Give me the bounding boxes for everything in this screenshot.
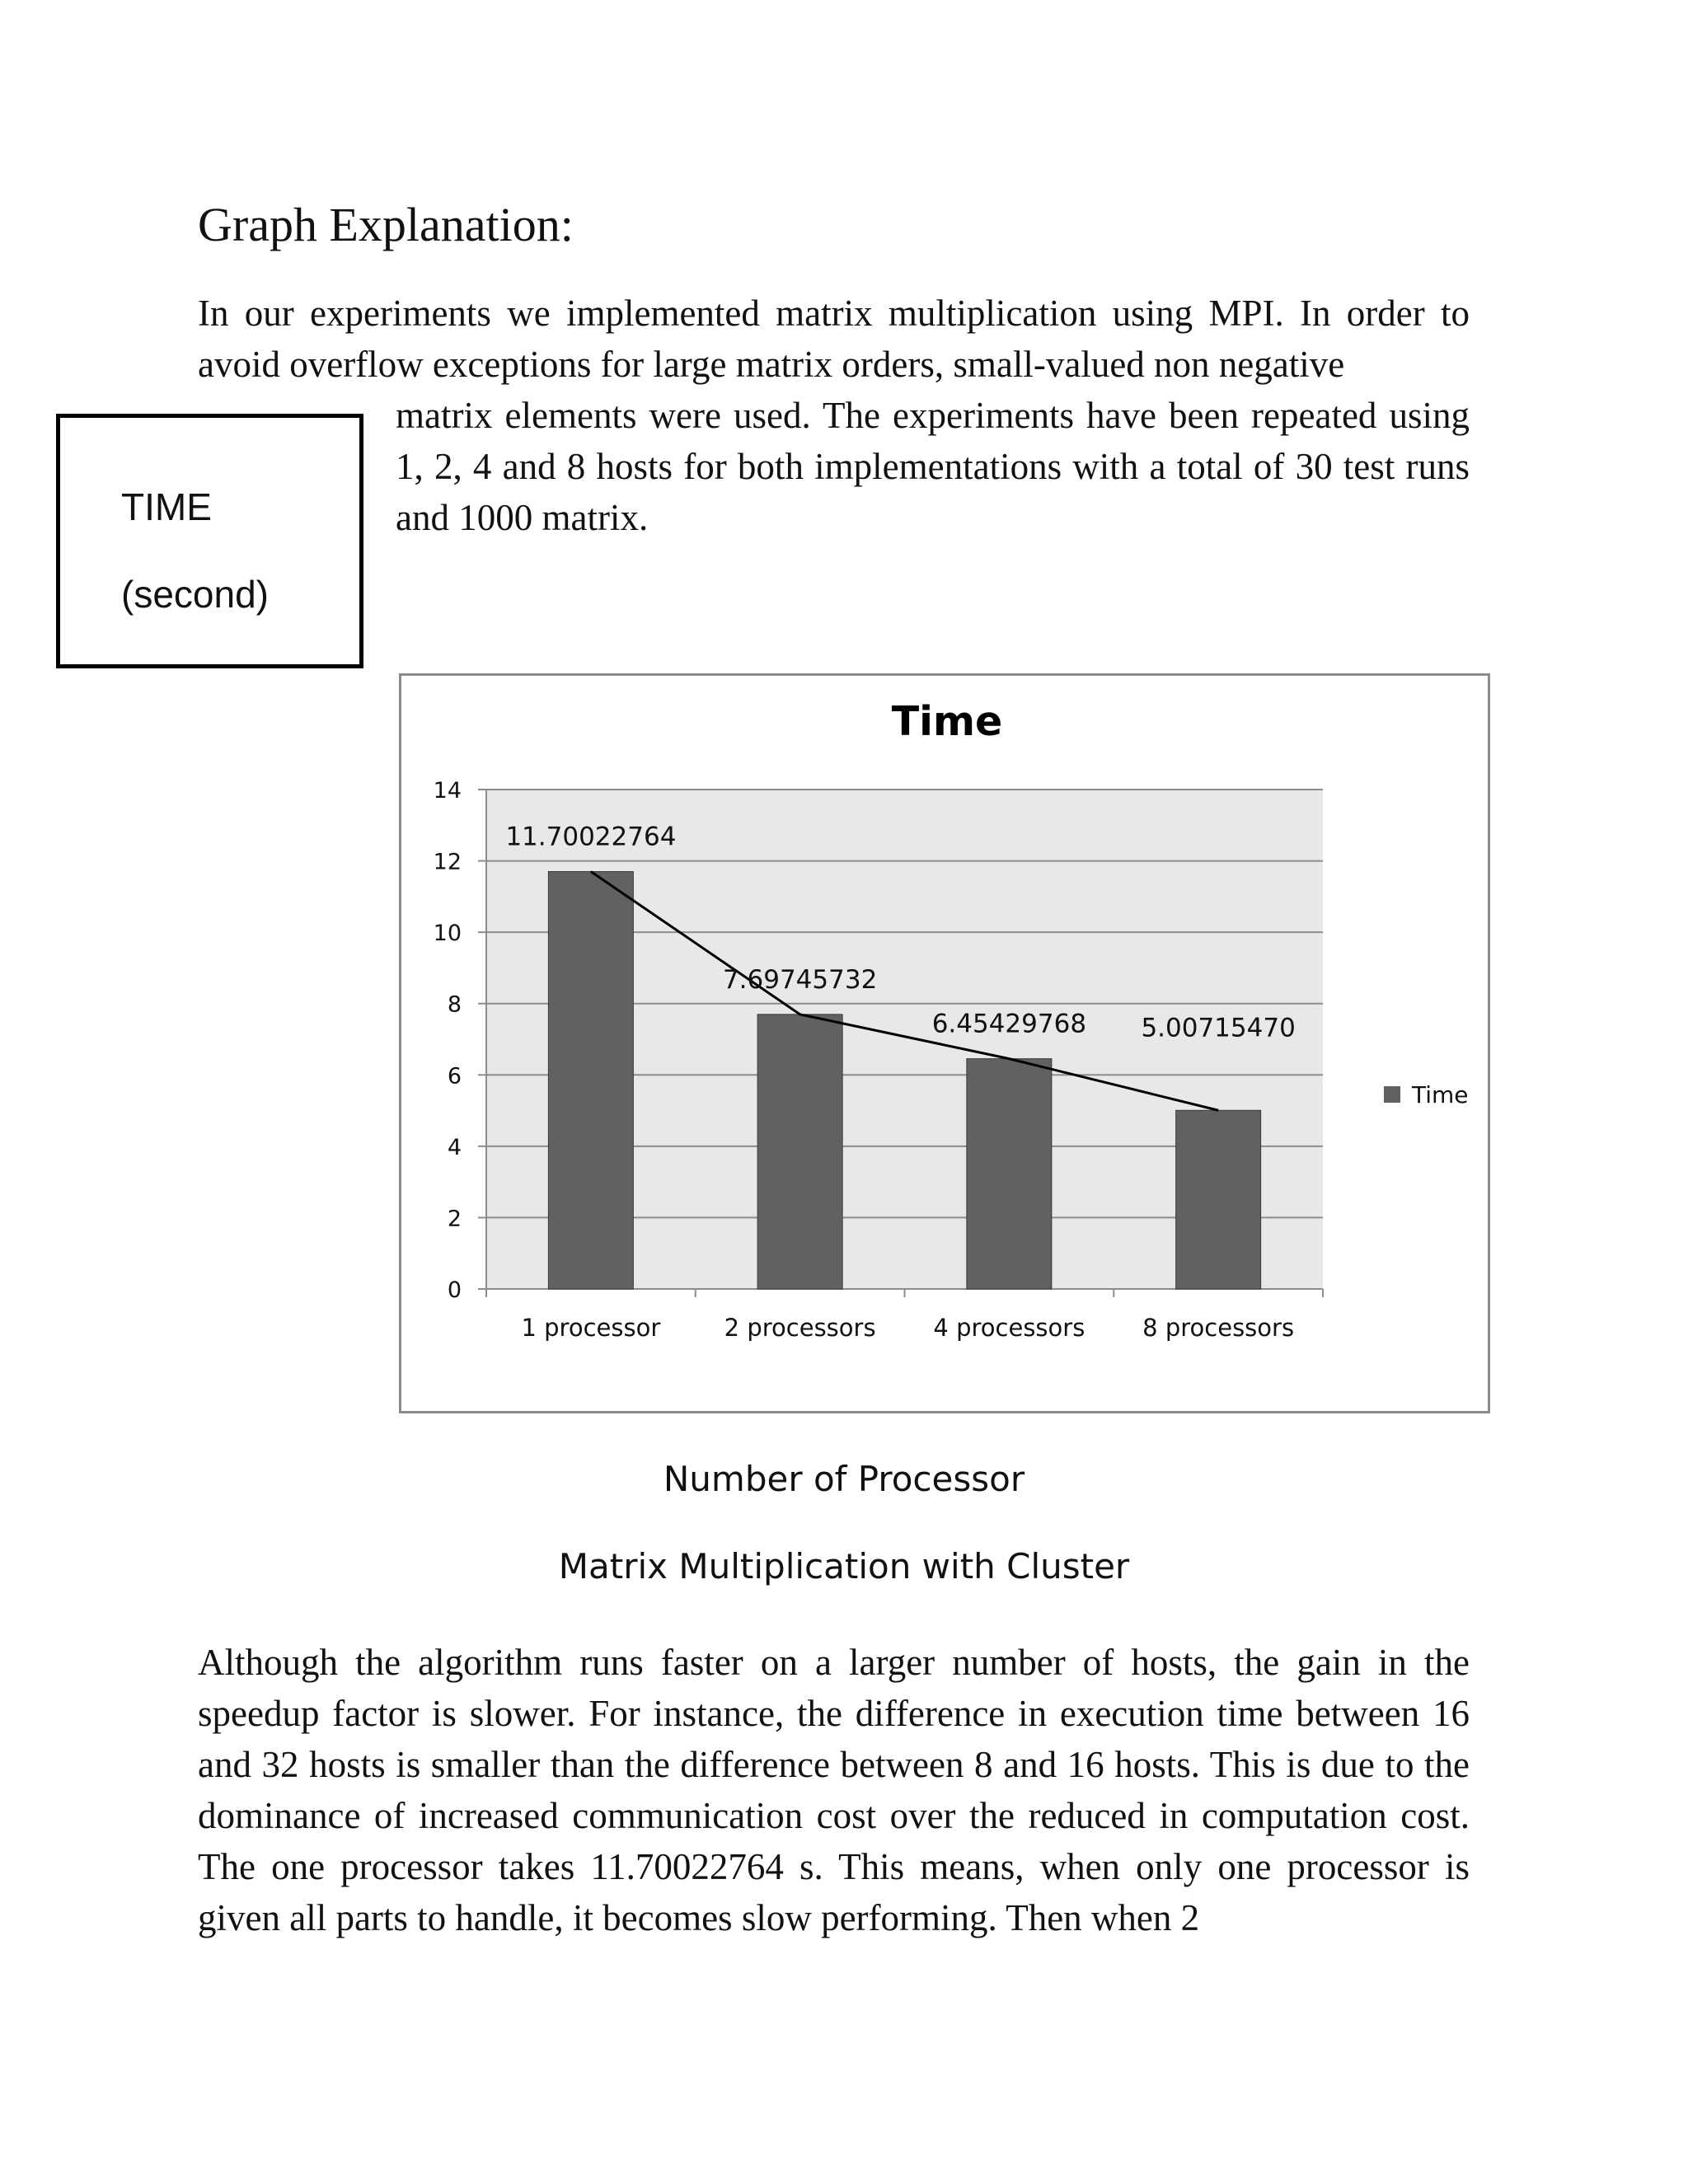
y-axis-label-box — [56, 414, 363, 668]
y-tick-label: 6 — [447, 1063, 462, 1090]
intro-paragraph-part2: matrix elements were used. The experiments have been repeated using 1, 2, 4 and 8 hosts for both implementations with a total of 30 test runs and 1000 matrix. — [396, 395, 1470, 538]
y-tick-label: 2 — [447, 1206, 462, 1232]
figure-caption: Matrix Multiplication with Cluster — [558, 1546, 1130, 1586]
data-label: 7.69745732 — [722, 964, 878, 995]
bar — [548, 872, 633, 1289]
x-tick-label: 2 processors — [724, 1314, 876, 1342]
x-tick-label: 4 processors — [933, 1314, 1085, 1342]
chart-title: Time — [891, 698, 1003, 745]
y-tick-label: 8 — [447, 991, 462, 1018]
y-tick-label: 12 — [433, 849, 462, 875]
time-bar-chart — [401, 676, 1493, 1416]
y-axis-label-time: TIME — [121, 485, 212, 528]
intro-paragraph-part1: In our experiments we implemented matrix multiplication using MPI. In order to avoid overflow exceptions for large matrix orders, small-valued non negative — [198, 293, 1470, 385]
data-label: 6.45429768 — [931, 1009, 1087, 1039]
y-tick-label: 0 — [447, 1277, 462, 1303]
y-tick-label: 10 — [433, 921, 462, 947]
y-tick-label: 14 — [433, 778, 462, 804]
bar — [1176, 1110, 1261, 1289]
bar — [757, 1015, 842, 1289]
legend-label: Time — [1412, 1081, 1469, 1108]
data-label: 5.00715470 — [1141, 1013, 1296, 1043]
section-heading: Graph Explanation: — [198, 198, 574, 251]
x-tick-label: 1 processor — [521, 1314, 661, 1342]
y-axis-label-unit: (second) — [121, 573, 269, 616]
conclusion-paragraph: Although the algorithm runs faster on a larger number of hosts, the gain in the speedup factor is slower. For instance, the difference in execution time between 16 and 32 hosts is smaller than the difference between 8 and 16 hosts. This is due to the dominance of increased communication cost over the reduced in computation cost. The one processor takes 11.70022764 s. This means, when only one processor is given all parts to handle, it becomes slow performing. Then when 2 — [198, 1642, 1470, 1938]
chart-frame — [399, 673, 1490, 1413]
x-tick-label: 8 processors — [1142, 1314, 1295, 1342]
legend-swatch — [1384, 1086, 1400, 1103]
y-tick-label: 4 — [447, 1134, 462, 1160]
bar — [967, 1059, 1052, 1289]
x-axis-caption: Number of Processor — [663, 1459, 1025, 1499]
data-label: 11.70022764 — [505, 822, 677, 852]
